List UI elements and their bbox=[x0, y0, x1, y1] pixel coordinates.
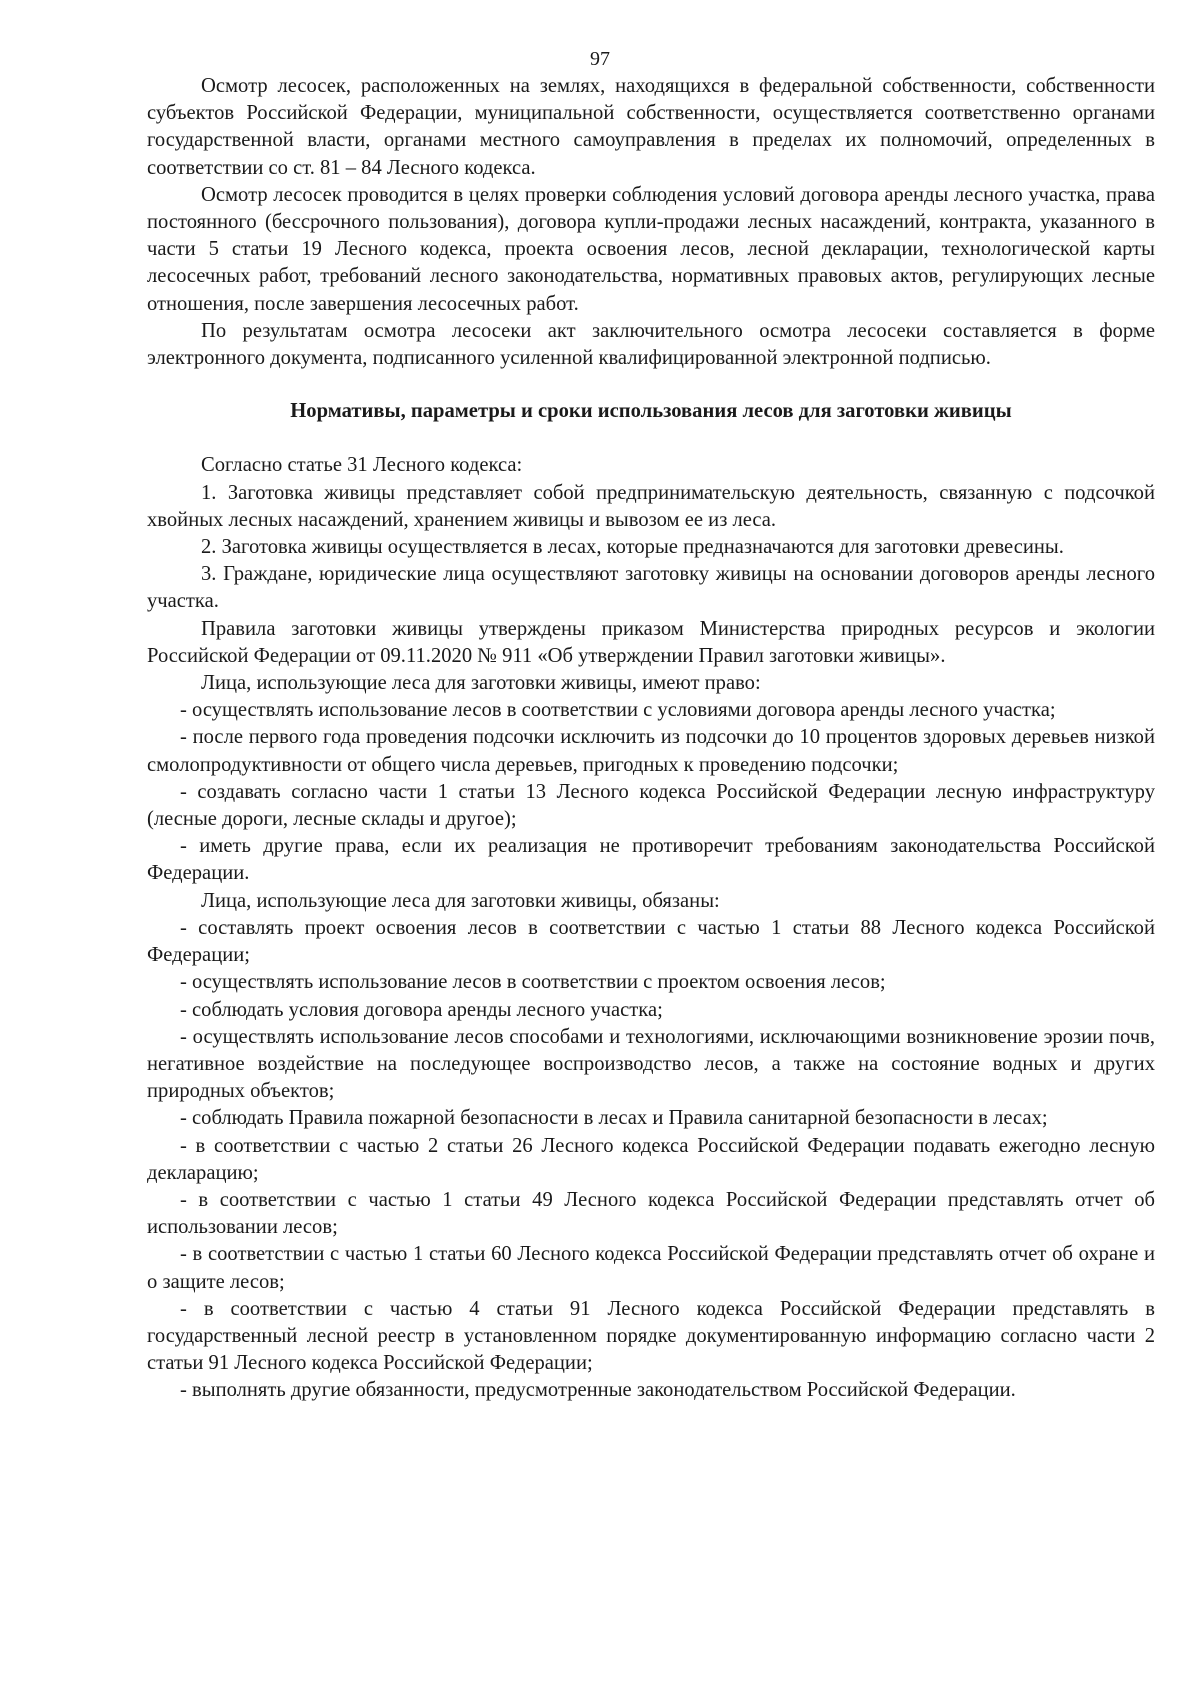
section-heading: Нормативы, параметры и сроки использования лесов для заготовки живицы bbox=[290, 400, 1012, 423]
article-point-3: 3. Граждане, юридические лица осуществляют заготовку живицы на основании договоров аренды лесного участка. bbox=[147, 563, 1155, 613]
article-intro: Согласно статье 31 Лесного кодекса: bbox=[201, 454, 523, 477]
duty-item: - осуществлять использование лесов в соответствии с проектом освоения лесов; bbox=[180, 971, 886, 994]
rights-intro: Лица, использующие леса для заготовки живицы, имеют право: bbox=[201, 672, 761, 695]
intro-paragraph-2: Осмотр лесосек проводится в целях проверки соблюдения условий договора аренды лесного участка, права постоянного (бессрочного пользования), договора купли-продажи лесных насаждений, контракта, указанного в части 5 статьи 19 Лесного кодекса, проекта освоения лесов, лесной декларации, технологической карты лесосечных работ, требований лесного законодательства, нормативных правовых актов, регулирующих лесные отношения, после завершения лесосечных работ. bbox=[147, 183, 1155, 315]
document-body bbox=[147, 73, 1155, 1405]
duty-item: - выполнять другие обязанности, предусмотренные законодательством Российской Федерации. bbox=[180, 1379, 1016, 1402]
article-point-2: 2. Заготовка живицы осуществляется в лесах, которые предназначаются для заготовки древесины. bbox=[201, 536, 1064, 559]
article-point-1: 1. Заготовка живицы представляет собой предпринимательскую деятельность, связанную с подсочкой хвойных лесных насаждений, хранением живицы и вывозом ее из леса. bbox=[147, 481, 1155, 531]
right-item: - осуществлять использование лесов в соответствии с условиями договора аренды лесного участка; bbox=[180, 699, 1056, 722]
right-item: - создавать согласно части 1 статьи 13 Лесного кодекса Российской Федерации лесную инфраструктуру (лесные дороги, лесные склады и другое); bbox=[147, 780, 1155, 831]
duty-item: - осуществлять использование лесов способами и технологиями, исключающими возникновение эрозии почв, негативное воздействие на последующее воспроизводство лесов, а также на состояние водных и других природных объектов; bbox=[147, 1025, 1155, 1103]
duty-item: - составлять проект освоения лесов в соответствии с частью 1 статьи 88 Лесного кодекса Российской Федерации; bbox=[147, 916, 1155, 967]
right-item: - после первого года проведения подсочки исключить из подсочки до 10 процентов здоровых деревьев низкой смолопродуктивности от общего числа деревьев, пригодных к проведению подсочки; bbox=[147, 726, 1155, 776]
duties-intro: Лица, использующие леса для заготовки живицы, обязаны: bbox=[201, 889, 720, 912]
duty-item: - в соответствии с частью 2 статьи 26 Лесного кодекса Российской Федерации подавать ежегодно лесную декларацию; bbox=[147, 1134, 1155, 1184]
right-item: - иметь другие права, если их реализация не противоречит требованиям законодательства Российской Федерации. bbox=[147, 835, 1155, 885]
duty-item: - в соответствии с частью 1 статьи 49 Лесного кодекса Российской Федерации представлять отчет об использовании лесов; bbox=[147, 1188, 1155, 1239]
rules-paragraph: Правила заготовки живицы утверждены приказом Министерства природных ресурсов и экологии Российской Федерации от 09.11.2020 № 911 «Об утверждении Правил заготовки живицы». bbox=[147, 617, 1155, 667]
duty-item: - в соответствии с частью 4 статьи 91 Лесного кодекса Российской Федерации представлять в государственный лесной реестр в установленном порядке документированную информацию согласно части 2 статьи 91 Лесного кодекса Российской Федерации; bbox=[147, 1297, 1155, 1375]
intro-paragraph-1: Осмотр лесосек, расположенных на землях, находящихся в федеральной собственности, собственности субъектов Российской Федерации, муниципальной собственности, осуществляется соответственно органами государственной власти, органами местного самоуправления в пределах их полномочий, определенных в соответствии со ст. 81 – 84 Лесного кодекса. bbox=[147, 75, 1155, 179]
duty-item: - соблюдать условия договора аренды лесного участка; bbox=[180, 998, 663, 1021]
page-number: 97 bbox=[590, 48, 610, 70]
duty-item: - в соответствии с частью 1 статьи 60 Лесного кодекса Российской Федерации представлять отчет об охране и о защите лесов; bbox=[147, 1243, 1155, 1293]
intro-paragraph-3: По результатам осмотра лесосеки акт заключительного осмотра лесосеки составляется в форме электронного документа, подписанного усиленной квалифицированной электронной подписью. bbox=[147, 319, 1155, 370]
duty-item: - соблюдать Правила пожарной безопасности в лесах и Правила санитарной безопасности в лесах; bbox=[180, 1107, 1048, 1130]
